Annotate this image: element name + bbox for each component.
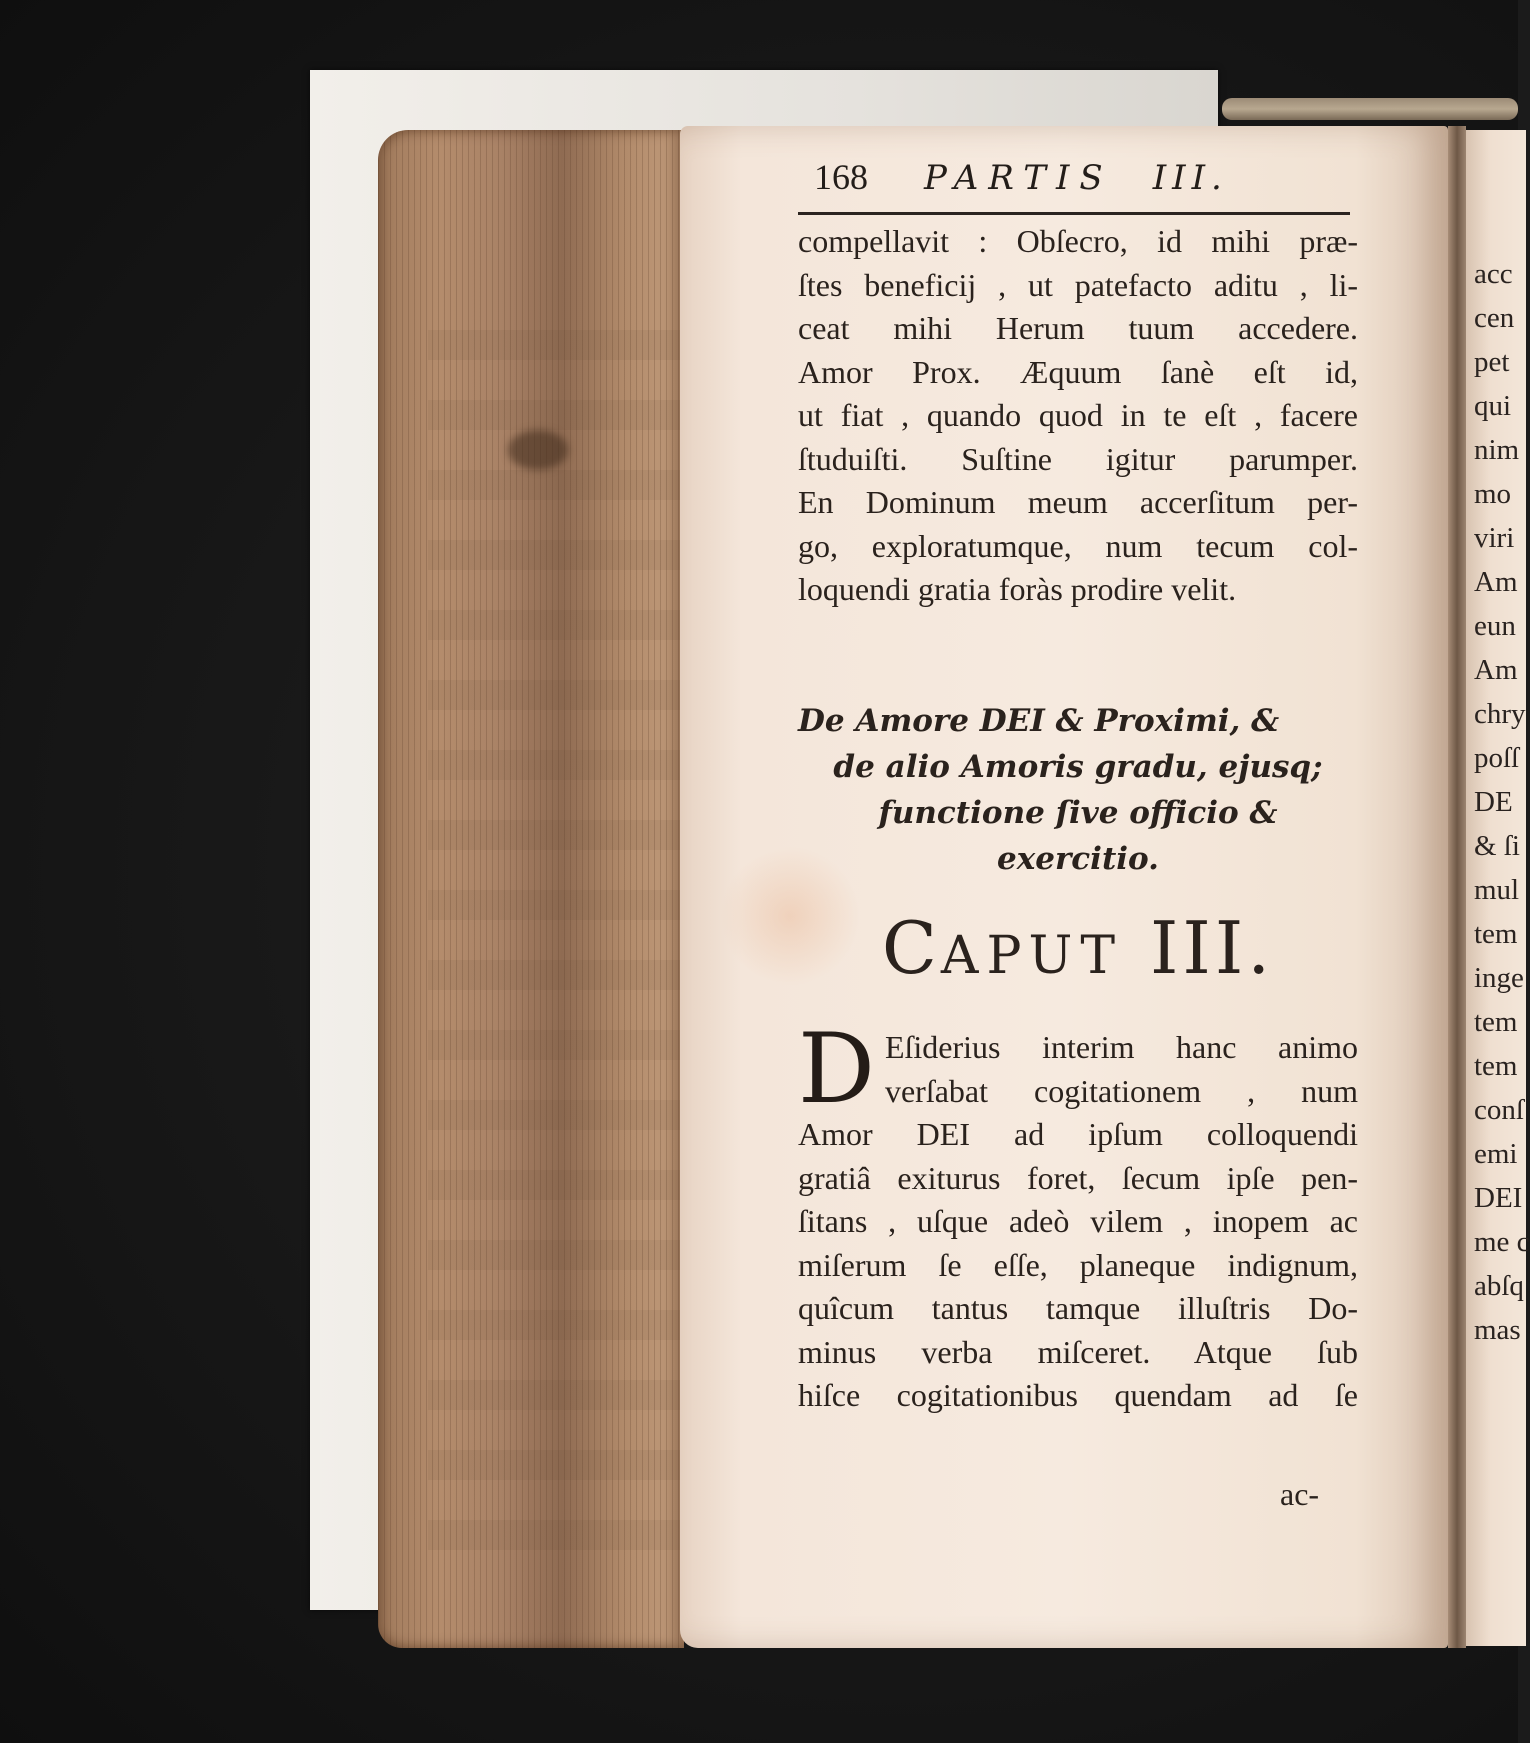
text-line: loquendi gratia foràs prodire velit. [798, 571, 1237, 607]
page-number: 168 [814, 157, 868, 197]
body-text [798, 220, 1358, 612]
part-label: PARTIS [924, 158, 1113, 198]
text-line: ſtes beneficij , ut patefacto aditu , li- [798, 266, 1358, 303]
facing-fragment: poſſ [1474, 742, 1520, 774]
gutter [1448, 126, 1466, 1648]
heading-line: de alio Amoris gradu, ejusq; [833, 749, 1323, 785]
text-line: minus verba miſceret. Atque ſub [798, 1333, 1358, 1370]
text-line: ſtuduiſti. Suſtine igitur parumper. [798, 440, 1358, 477]
facing-fragment: emi [1474, 1138, 1518, 1170]
chapter-title [798, 906, 1358, 990]
chapter-body [798, 1013, 1358, 1418]
facing-fragment: conſ [1474, 1094, 1524, 1126]
bookmark-string [1222, 98, 1518, 120]
running-head [776, 156, 1396, 206]
facing-fragment: DE [1474, 786, 1513, 818]
text-line: go, exploratumque, num tecum col- [798, 527, 1358, 564]
facing-fragment: abſq [1474, 1270, 1524, 1302]
facing-fragment: qui [1474, 390, 1512, 422]
chapter-word: APUT [940, 926, 1124, 986]
facing-fragment: mas [1474, 1314, 1521, 1346]
heading-line: functione ſive officio & [878, 795, 1278, 831]
chapter-initial: C [881, 906, 941, 990]
facing-fragment: acc [1474, 258, 1513, 290]
text-line: Amor Prox. Æquum ſanè eſt id, [798, 353, 1358, 390]
text-line: gratiâ exiturus foret, ſecum ipſe pen- [798, 1159, 1358, 1196]
recto-page-edge [1466, 130, 1530, 1646]
text-line: miſerum ſe eſſe, planeque indignum, [798, 1246, 1358, 1283]
facing-fragment: tem [1474, 1050, 1518, 1082]
edge-stain [508, 430, 568, 470]
text-line: verſabat cogitationem , num [884, 1072, 1358, 1109]
text-line: ſitans , uſque adeò vilem , inopem ac [798, 1203, 1358, 1239]
edge-texture [428, 330, 688, 1580]
text-line: compellavit : Obſecro, id mihi præ- [798, 223, 1358, 259]
facing-fragment: mul [1474, 874, 1520, 906]
text-line: ceat mihi Herum tuum accedere. [798, 310, 1358, 346]
facing-fragment: tem [1474, 1006, 1518, 1038]
facing-fragment: me c [1474, 1226, 1530, 1258]
facing-fragment: pet [1474, 346, 1510, 378]
text-line: quîcum tantus tamque illuſtris Do- [798, 1290, 1358, 1326]
facing-fragment: DEI [1474, 1182, 1523, 1214]
facing-fragment: Am [1474, 654, 1518, 686]
facing-fragment: Am [1474, 566, 1518, 598]
fore-edge [378, 130, 684, 1648]
book [378, 126, 1530, 1652]
heading-line: exercitio. [997, 841, 1159, 877]
facing-fragment: chry [1474, 698, 1526, 730]
chapter-number: III. [1149, 906, 1275, 990]
text-line: Eſiderius interim hanc animo [884, 1029, 1358, 1065]
verso-page [680, 126, 1448, 1648]
facing-fragment: viri [1474, 522, 1515, 554]
facing-fragment: inge [1474, 962, 1524, 994]
text-line: hiſce cogitationibus quendam ad ſe [798, 1377, 1358, 1413]
heading-line: De Amore DEI & Proximi, & [798, 703, 1280, 739]
catchword: ac- [1280, 1476, 1320, 1512]
facing-fragment: tem [1474, 918, 1518, 950]
part-number: III. [1152, 158, 1228, 198]
text-line: ut fiat , quando quod in te eſt , facere [798, 397, 1358, 433]
facing-fragment: eun [1474, 610, 1516, 642]
facing-fragment: & ſi [1474, 830, 1520, 862]
head-rule [798, 212, 1350, 215]
text-line: En Dominum meum accerſitum per- [798, 484, 1358, 520]
text-line: Amor DEI ad ipſum colloquendi [798, 1116, 1358, 1152]
facing-fragment: cen [1474, 302, 1515, 334]
facing-fragment: nim [1474, 434, 1520, 466]
drop-cap: D [798, 1013, 875, 1125]
section-heading [798, 698, 1358, 882]
facing-fragment: mo [1474, 478, 1512, 510]
